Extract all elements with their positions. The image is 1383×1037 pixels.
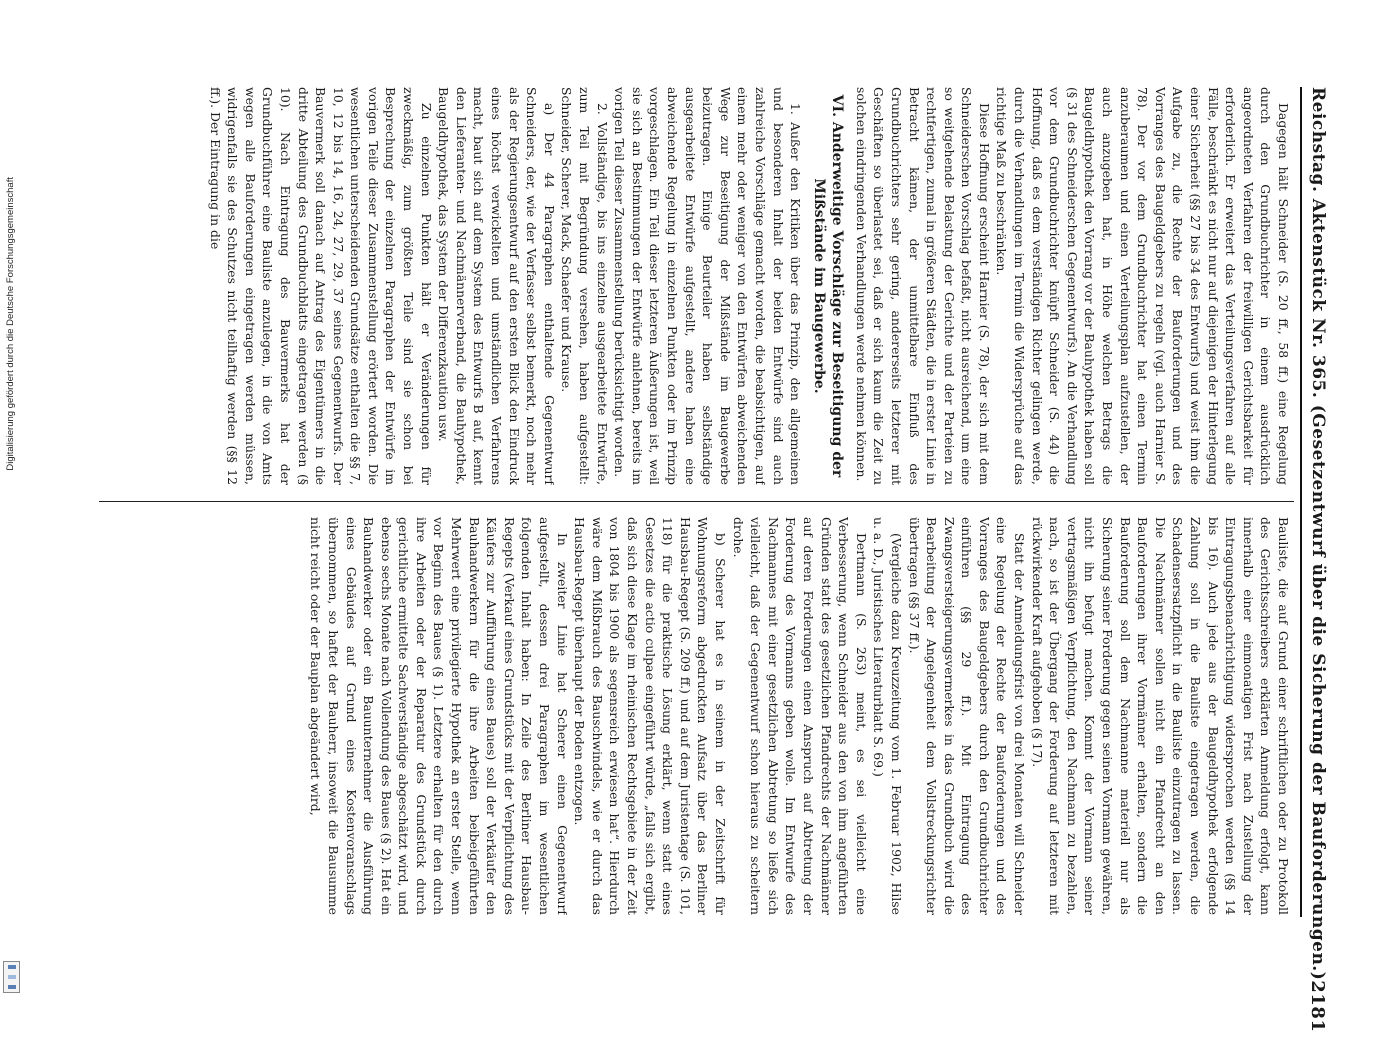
paragraph: Bauliste, die auf Grund einer schriftlichen oder zu Protokoll des Gerichtsschreibers erklärten Anmeldung erfolgt, kann innerhalb einer einmonatigen Frist nach Zustellung der Eintragungsbenachrichtigung widersprochen werden (§§ 14 bis 16). Auch jede aus der Baugeldhypothek erfolgende Zahlung soll in die Bauliste eingetragen werden, die Schadensersatzpflicht in die Bauliste einzutragen zu lassen. Die Nachmänner sollen nicht ein Pfandrecht an den Bauforderungen ihrer Vormänner erhalten, sondern die Bauforderung soll dem Nachmanne materiell nur als Sicherung seiner Forderung gegen seinen Vormann gewähren, nicht ihn befugt machen. Kommt der Vormann seiner vertragsmäßigen Verpflichtung, den Nachmann zu bezahlen, nach, so ist der Übergang der Forderung auf letzteren mit rückwirkender Kraft aufgehoben (§ 17). (1029, 517, 1291, 915)
watermark-text: Digitalisierung gefördert durch die Deutsche Forschungsgemeinschaft (5, 177, 16, 471)
dfg-logo (3, 961, 20, 993)
document-page (89, 77, 1334, 1033)
right-column (102, 517, 1292, 915)
section-heading: VI. Anderweitige Vorschläge zur Beseitigung der Mißstände im Baugewerbe. (811, 94, 846, 478)
left-column (102, 87, 1292, 485)
page-header (1300, 87, 1334, 1033)
paragraph: (Vergleiche dazu Kreuzzeitung vom 1. Februar 1902, Hilse u. a. D., Juristisches Literaturblatt S. 69.) (871, 517, 904, 915)
page-title: Reichstag. Aktenstück Nr. 365. (Gesetzentwurf über die Sicherung der Bauforderungen.) (1308, 87, 1328, 981)
paragraph: 2. Vollständige, bis ins einzelne ausgearbeitete Entwürfe, zum Teil mit Begründung versehen, haben aufgestellt: Schneider, Scherer, Mack, Schaefer und Krause. (559, 87, 610, 485)
page-number: 2181 (1307, 980, 1329, 1033)
watermark-strip (0, 0, 22, 1000)
paragraph: Statt der Anmeldungsfrist von drei Monaten will Schneider eine Regelung der Rechte der Bauforderungen und des Vorranges des Baugeldgebers durch den Grundbuchrichter einführen (§§ 29 ff.). Mit Eintragung des Zwangsversteigerungsvermerkes in das Grundbuch wird die Bearbeitung der Angelegenheit dem Vollstreckungsrichter übertragen (§§ 37 ff.). (906, 517, 1028, 915)
column-divider (99, 501, 1294, 502)
paragraph: In zweiter Linie hat Scherer einen Gegenentwurf aufgestellt, dessen drei Paragraphen im wesentlichen folgenden Inhalt haben: In Zeile des Berliner Hausbau-Regepts (Verkauf eines Grundstücks mit der Verpflichtung des Käufers zur Aufführung eines Baues) soll der Verkäufer den Bauhandwerkern für die ihre Arbeiten beibeigeführten Mehrwert eine privilegierte Hypothek an erster Stelle, wenn vor Beginn des Baues (§ 1). Letztere erhalten für den durch ihre Arbeiten oder der Reparatur des Grundstück durch gerichtliche ermittelte Sachverständige abgeschätzt wird, und ebenso sechs Monate nach Vollendung des Baues (§ 2). Hat ein Bauhandwerker oder ein Bauunternehmer die Ausführung eines Gebäudes auf Grund eines Kostenvoranschlags übernommen, so haftet der Bauherr, insoweit die Bausumme nicht reicht oder der Bauplan abgeändert wird, (308, 517, 570, 915)
paragraph: a) Der 44 Paragraphen enthaltende Gegenentwurf Schneiders, der, wie der Verfasser selbst bemerkt, noch mehr als der Regierungsentwurf auf den ersten Blick den Eindruck eines höchst verwickelten und umständlichen Verfahrens macht, baut sich auf dem System des Entwurfs B auf, kennt den Lieferanten- und Nachmännerverband, die Bauhypothek, Baugeldhypothek, das System der Differenzkaution usw. (436, 87, 557, 485)
paragraph: Dagegen hält Schneider (S. 20 ff., 58 ff.) eine Regelung durch den Grundbuchrichter in einem ausdrücklich angeordneten Verfahren der freiwilligen Gerichtsbarkeit für erforderlich. Er erweitert das Verteilungsverfahren auf alle Fälle, beschränkt es nicht nur auf diejenigen der Hinterlegung einer Sicherheit (§§ 27 bis 34 des Entwurfs) und weist ihm die Aufgabe zu, die Rechte der Bauforderungen und des Vorranges des Baugeldgebers zu regeln (vgl. auch Harnier S. 78). Der vor dem Grundbuchrichter hat einen Termin anzuberaumen und einen Verteilungsplan aufzustellen, der auch anzugeben hat, in Höhe welchen Betrags die Baugeldhypothek den Vorrang vor der Bauhypothek haben soll (§ 31 des Schneiderschen Gegenentwurfs). An die Verhandlung vor dem Grundbuchrichter knüpft Schneider (S. 44) die Hoffnung, daß es dem verständigen Richter gelingen werde, durch die Verhandlungen im Termin die Widersprüche auf das richtige Maß zu beschränken. (994, 87, 1291, 485)
paragraph: Dertmann (S. 263) meint, es sei vielleicht eine Verbesserung, wenn Schneider aus den von ihm angeführten Gründen statt des gesetzlichen Pfandrechts der Nachmänner auf deren Forderungen einen Anspruch auf Abtretung der Forderung des Vormanns geben wolle. Im Entwurfe des Nachmannes mit einer gesetzlichen Abtretung so ließe sich vielleicht, daß der Gegenentwurf schon hieraus zu scheitern drohe. (730, 517, 869, 915)
paragraph: b) Scherer hat es in seinem in der Zeitschrift für Wohnungsreform abgedruckten Aufsatz über das Berliner Hausbau-Regept (S. 209 ff.) und auf dem Juristentage (S. 101, 118) für die praktische Lösung erklärt, wenn statt eines Gesetzes die actio culpae eingeführt würde, „falls sich ergibt, daß sich diese Klage im rheinischen Rechtsgebiete in der Zeit von 1804 bis 1900 als segensreich erwiesen hat“. Hierdurch wäre dem Mißbrauch des Bauschwindels, wie er durch das Hausbau-Regept überhaupt der Boden entzogen. (572, 517, 728, 915)
paragraph: Zu einzelnen Punkten hält er Veränderungen für zweckmäßig, zum größten Teile sind sie schon bei Besprechung der einzelnen Paragraphen der Entwürfe im vorigen Teile dieser Zusammenstellung erörtert worden. Die wesentlichen unterscheidenden Grundsätze enthalten die §§ 7, 10, 12 bis 14, 16, 24, 27, 29, 37 seines Gegenentwurfs. Der Bauvermerk soll danach auf Antrag des Eigentümers in die dritte Abteilung des Grundbuchblatts eingetragen werden (§ 10). Nach Eintragung des Bauvermerks hat der Grundbuchführer eine Bauliste anzulegen, in die von Amts wegen alle Bauforderungen eingetragen werden müssen, widrigenfalls sie des Schutzes nicht teilhaftig werden (§§ 12 ff.). Der Eintragung in die (207, 87, 434, 485)
paragraph: 1. Außer den Kritiken über das Prinzip, den allgemeinen und besonderen Inhalt der beiden Entwürfe sind auch zahlreiche Vorschläge gemacht worden, die beabsichtigen, auf einem mehr oder weniger von den Entwürfen abweichenden Wege zur Beseitigung der Mißstände im Baugewerbe beizutragen. Einige Beurteiler haben selbständige ausgearbeitete Entwürfe aufgestellt, andere haben eine abweichende Regelung in einzelnen Punkten oder im Prinzip vorgeschlagen. Ein Teil dieser letzteren Äußerungen ist, weil sie sich an Bestimmungen der Entwürfe anlehnen, bereits im vorigen Teil dieser Zusammenstellung berücksichtigt worden. (612, 87, 804, 485)
paragraph: Diese Hoffnung erscheint Harnier (S. 78), der sich mit dem Schneiderschen Vorschlag befaßt, nicht ausreichend, um eine so weitgehende Belastung der Gerichte und der Parteien zu rechtfertigen, zumal in größeren Städten, die in erster Linie in Betracht kämen, der unmittelbare Einfluß des Grundbuchrichters sehr gering, andererseits letzterer mit Geschäften so überlastet sei, daß er sich kaum die Zeit zu solchen eindringenden Verhandlungen werde nehmen können. (853, 87, 992, 485)
